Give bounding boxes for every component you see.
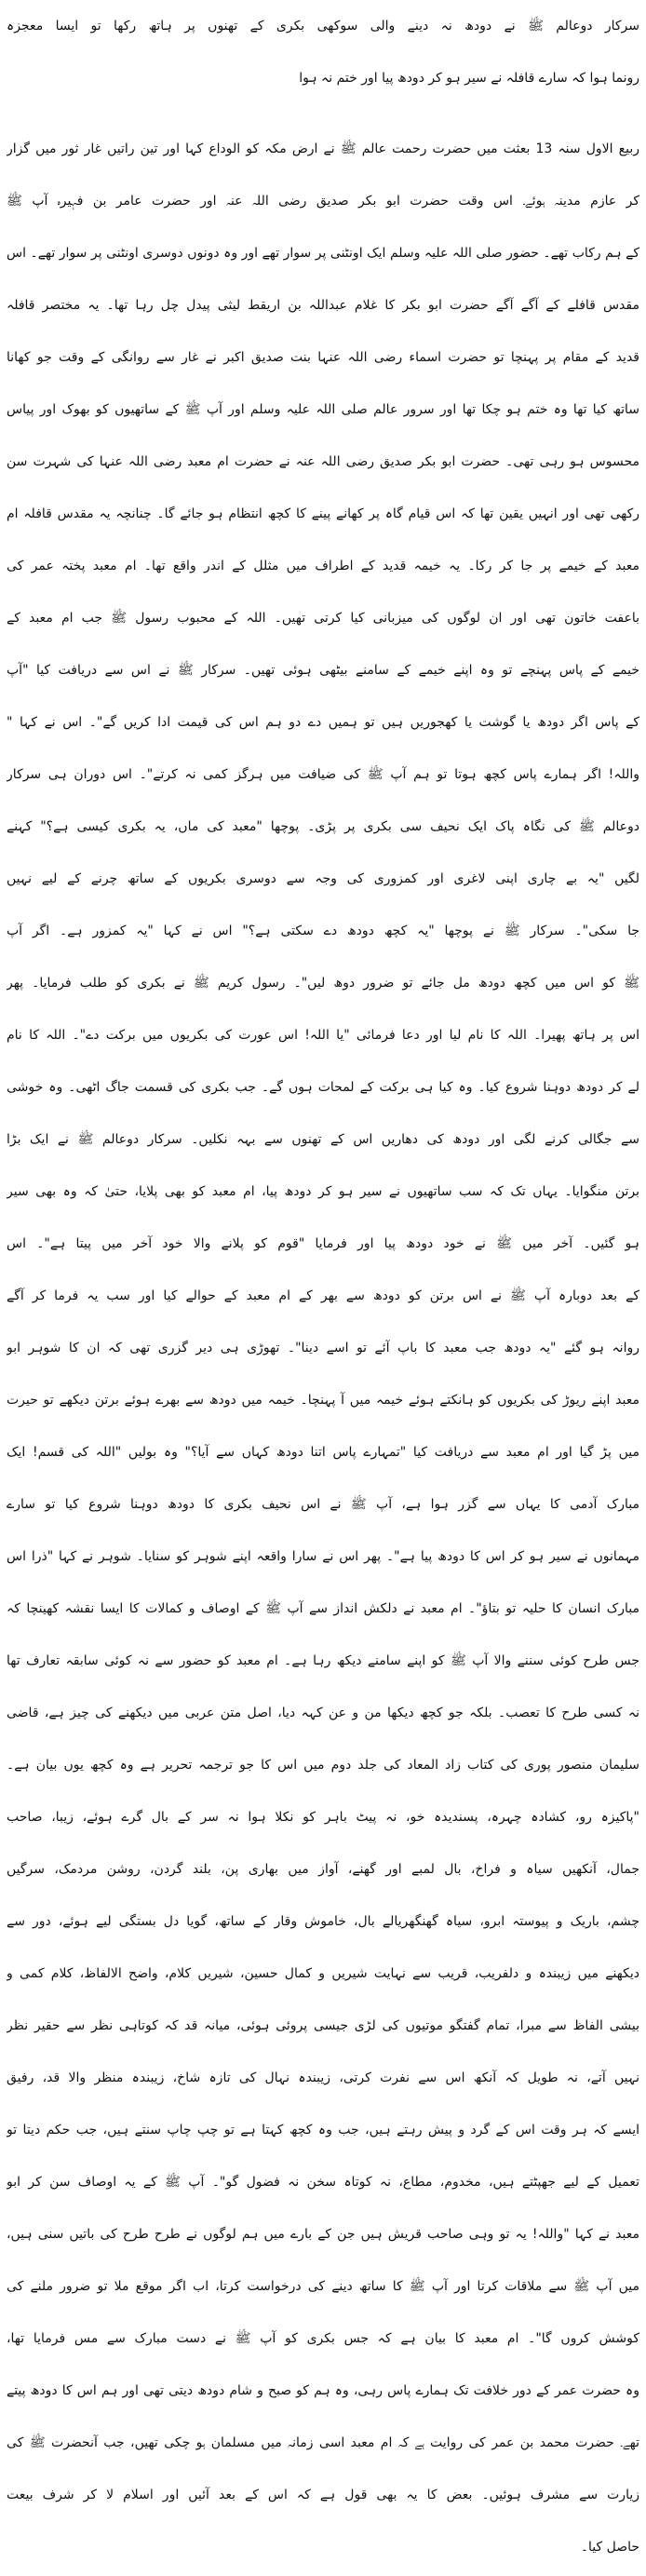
text-line: لے کر دودھ دوہنا شروع کیا۔ وہ کیا ہی برکت کے لمحات ہوں گے۔ جب بکری کی قسمت جاگ اٹھی۔ وہ خوشی: [7, 1080, 639, 1095]
text-line: کر عازم مدینہ ہوئے۔ اس وقت حضرت ابو بکر صدیق رضی اللہ عنہ اور حضرت عامر بن فہیرہ آپ ﷺ: [7, 194, 639, 209]
text-line: "پاکیزہ رو، کشادہ چہرہ، پسندیدہ خو، نہ پیٹ باہر کو نکلا ہوا نہ سر کے بال گرے ہوئے، زیبا، صاحب: [7, 1810, 639, 1825]
text-line: روانہ ہو گئے "یہ دودھ جب معبد کا باپ آئے تو اسے دینا"۔ تھوڑی ہی دیر گزری تھی کہ ان کا شوہر ابو: [7, 1341, 639, 1355]
text-line: اس پر ہاتھ پھیرا۔ اللہ کا نام لیا اور دعا فرمائی "یا اللہ! اس عورت کی بکریوں میں برکت دے"۔ اللہ کا نام: [7, 1028, 639, 1043]
text-line: کے ہم رکاب تھے۔ حضور صلی اللہ علیہ وسلم ایک اونٹنی پر سوار تھے اور وہ دونوں دوسری اونٹنی پر سوار تھے۔ اس: [7, 246, 639, 261]
text-line: میں پڑ گیا اور ام معبد سے دریافت کیا "تمہارے پاس اتنا دودھ کہاں سے آیا؟" وہ بولیں "اللہ کی قسم! ایک: [7, 1445, 639, 1460]
text-line: سے جگالی کرنے لگی اور دودھ کی دھاریں اس کے تھنوں سے بہہ نکلیں۔ سرکار دوعالم ﷺ نے ایک بڑا: [7, 1132, 639, 1147]
text-line: لگیں "یہ بے چاری اپنی لاغری اور کمزوری کی وجہ سے دوسری بکریوں کے ساتھ چرنے کے لیے نہیں: [7, 871, 639, 886]
text-line: قدید کے مقام پر پہنچا تو حضرت اسماء رضی اللہ عنہا بنت صدیق اکبر نے غار سے روانگی کے وقت جو کھانا: [7, 350, 639, 365]
text-line: رکھی تھی اور انہیں یقین تھا کہ اس قیام گاہ پر کھانے پینے کا کچھ انتظام ہو جائے گا۔ چنانچہ یہ مقدس قافلہ ام: [7, 506, 639, 521]
text-line: کوشش کروں گا"۔ ام معبد کا بیان ہے کہ جس بکری کو آپ ﷺ نے دست مبارک سے مس فرمایا تھا،: [7, 2331, 639, 2346]
text-line: میں آپ ﷺ سے ملاقات کرتا اور آپ ﷺ کا ساتھ دینے کی درخواست کرتا، اب اگر موقع ملا تو ضرور ملنے کی: [7, 2279, 639, 2294]
text-line: ﷺ کو اس میں کچھ دودھ مل جائے تو ضرور دوھ لیں"۔ رسول کریم ﷺ نے بکری کو طلب فرمایا۔ پھر: [7, 976, 639, 991]
text-line: چشم، باریک و پیوستہ ابرو، سیاہ گھنگھریالے بال، خاموش وقار کے ساتھ، گویا دل بستگی لیے ہوئے، دور سے: [7, 1914, 639, 1929]
text-line: ربیع الاول سنہ 13 بعثت میں حضرت رحمت عالم ﷺ نے ارض مکہ کو الوداع کہا اور تین راتیں غار ثور میں گزار: [7, 142, 639, 156]
paragraph-intro: [7, 0, 639, 104]
text-line: بیشی الفاظ سے مبرا، تمام گفتگو موتیوں کی لڑی جیسی پروئی ہوئی، میانہ قد کہ کوتاہی نظر سے حقیر نظر: [7, 2018, 639, 2033]
text-line: معبد اپنے ریوڑ کی بکریوں کو ہانکتے ہوئے خیمہ میں آ پہنچا۔ خیمہ میں دودھ سے بھرے ہوئے برتن دیکھے تو حیرت: [7, 1393, 639, 1408]
text-line: دوعالم ﷺ کی نگاہ پاک ایک نحیف سی بکری پر پڑی۔ پوچھا "معبد کی ماں، یہ بکری کیسی ہے؟" کہنے: [7, 819, 639, 834]
text-line: دیکھنے میں زیبندہ و دلفریب، قریب سے نہایت شیریں و کمال حسین، شیریں کلام، واضح الالفاظ، کلام کمی و: [7, 1966, 639, 1981]
text-line: جس طرح کوئی سننے والا آپ ﷺ کو اپنے سامنے دیکھ رہا ہے۔ ام معبد کو حضور سے نہ کوئی سابقہ تعارف تھا: [7, 1653, 639, 1668]
text-line: معبد کے خیمے پر جا کر رکا۔ یہ خیمہ قدید کے اطراف میں مثلل کے اندر واقع تھا۔ ام معبد پختہ عمر کی: [7, 559, 639, 573]
text-line: زیارت سے مشرف ہوئیں۔ بعض کا یہ بھی قول ہے کہ اس کے بعد آئیں اور اسلام لا کر شرف بیعت: [7, 2488, 639, 2502]
text-line: مبارک آدمی کا یہاں سے گزر ہوا ہے، آپ ﷺ نے اس نحیف بکری کا دودھ دوہنا شروع کیا تو سارے: [7, 1497, 639, 1512]
text-line: وہ حضرت عمر کے دور خلافت تک ہمارے پاس رہی، وہ ہم کو صبح و شام دودھ دیتی تھی اور ہم اس کا دودھ پیتے: [7, 2383, 639, 2398]
text-line: مبارک انسان کا حلیہ تو بتاؤ"۔ ام معبد نے دلکش انداز سے آپ ﷺ کے اوصاف و کمالات کا ایسا نقشہ کھینچا کہ: [7, 1601, 639, 1616]
text-line: برتن منگوایا۔ یہاں تک کہ سب ساتھیوں نے سیر ہو کر دودھ پیا، ام معبد کو بھی پلایا، حتیٰ کہ وہ بھی سیر: [7, 1184, 639, 1199]
text-line: سرکار دوعالم ﷺ نے دودھ نہ دینے والی سوکھی بکری کے تھنوں پر ہاتھ رکھا تو ایسا معجزہ: [7, 19, 639, 34]
text-line: ایسے کہ ہر وقت اس کے گرد و پیش رہتے ہیں، جب وہ کچھ کہتا ہے تو چپ چاپ سنتے ہیں، جب حکم دیتا تو: [7, 2123, 639, 2138]
text-line: ساتھ کیا تھا وہ ختم ہو چکا تھا اور سرور عالم صلی اللہ علیہ وسلم اور آپ ﷺ کے ساتھیوں کو بھوک اور پیاس: [7, 402, 639, 417]
text-line: کے پاس اگر دودھ یا گوشت یا کھجوریں ہیں تو ہمیں دے دو ہم اس کی قیمت ادا کریں گے"۔ اس نے کہا ": [7, 715, 639, 730]
text-line: تعمیل کے لیے جھپٹتے ہیں، مخدوم، مطاع، نہ کوتاہ سخن نہ فضول گو"۔ آپ ﷺ کے یہ اوصاف سن کر ابو: [7, 2175, 639, 2190]
text-line: رونما ہوا کہ سارے قافلہ نے سیر ہو کر دودھ پیا اور ختم نہ ہوا: [299, 71, 639, 86]
text-line: تھے۔ حضرت محمد بن عمر کی روایت ہے کہ ام معبد اسی زمانہ میں مسلمان ہو چکی تھیں، جب آنحضرت ﷺ کی: [7, 2435, 639, 2450]
text-line: نہیں آتے، نہ طویل کہ آنکھ اس سے نفرت کرتی، زیبندہ نہال کی تازہ شاخ، زیبندہ منظر والا قد، رفیق: [7, 2070, 639, 2085]
text-line: معبد نے کہا "واللہ! یہ تو وہی صاحب قریش ہیں جن کے بارے میں ہم لوگوں نے طرح طرح کی باتیں سنی ہیں،: [7, 2227, 639, 2242]
text-line: باعفت خاتون تھی اور ان لوگوں کی میزبانی کیا کرتی تھیں۔ اللہ کے محبوب رسول ﷺ جب ام معبد کے: [7, 611, 639, 626]
text-line: جمال، آنکھیں سیاہ و فراخ، بال لمبے اور گھنے، آواز میں بھاری پن، بلند گردن، روشن مردمک، سرگیں: [7, 1862, 639, 1877]
text-line: حاصل کیا۔: [580, 2540, 639, 2555]
text-line: مہمانوں نے سیر ہو کر اس کا دودھ پیا ہے"۔ پھر اس نے سارا واقعہ اپنے شوہر کو سنایا۔ شوہر نے کہا "ذرا اس: [7, 1549, 639, 1564]
text-line: جا سکی"۔ سرکار ﷺ نے پوچھا "یہ کچھ دودھ دے سکتی ہے؟" اس نے کہا "یہ کمزور ہے۔ اگر آپ: [7, 924, 639, 938]
text-line: مقدس قافلے کے آگے آگے حضرت ابو بکر کا غلام عبداللہ بن اریقط لیثی پیدل چل رہا تھا۔ یہ مختصر قافلہ: [7, 298, 639, 313]
paragraph-body: [7, 123, 639, 2573]
text-line: خیمے کے پاس پہنچے تو وہ اپنے خیمے کے سامنے بیٹھی ہوئی تھیں۔ سرکار ﷺ نے اس سے دریافت کیا "آپ: [7, 663, 639, 678]
text-line: کے بعد دوبارہ آپ ﷺ نے اس برتن کو دودھ سے بھر کے ام معبد کے حوالے کیا اور سب یہ فرما کر آگے: [7, 1288, 639, 1303]
text-line: محسوس ہو رہی تھی۔ حضرت ابو بکر صدیق رضی اللہ عنہ نے حضرت ام معبد رضی اللہ عنہا کی شہرت سن: [7, 454, 639, 469]
text-line: سلیمان منصور پوری کی کتاب زاد المعاد کی جلد دوم میں اس کا جو ترجمہ تحریر ہے وہ کچھ یوں بیان ہے۔: [7, 1758, 639, 1773]
text-line: واللہ! اگر ہمارے پاس کچھ ہوتا تو ہم آپ ﷺ کی ضیافت میں ہرگز کمی نہ کرتے"۔ اس دوران ہی سرکار: [7, 767, 639, 782]
text-line: ہو گئیں۔ آخر میں ﷺ نے خود دودھ پیا اور فرمایا "قوم کو پلانے والا خود آخر میں پیتا ہے"۔ اس: [7, 1236, 639, 1251]
text-line: نہ کسی طرح کا تعصب۔ بلکہ جو کچھ دیکھا من و عن کہہ دیا، اصل متن عربی میں دیکھنے کی چیز ہے، قاضی: [7, 1706, 639, 1720]
